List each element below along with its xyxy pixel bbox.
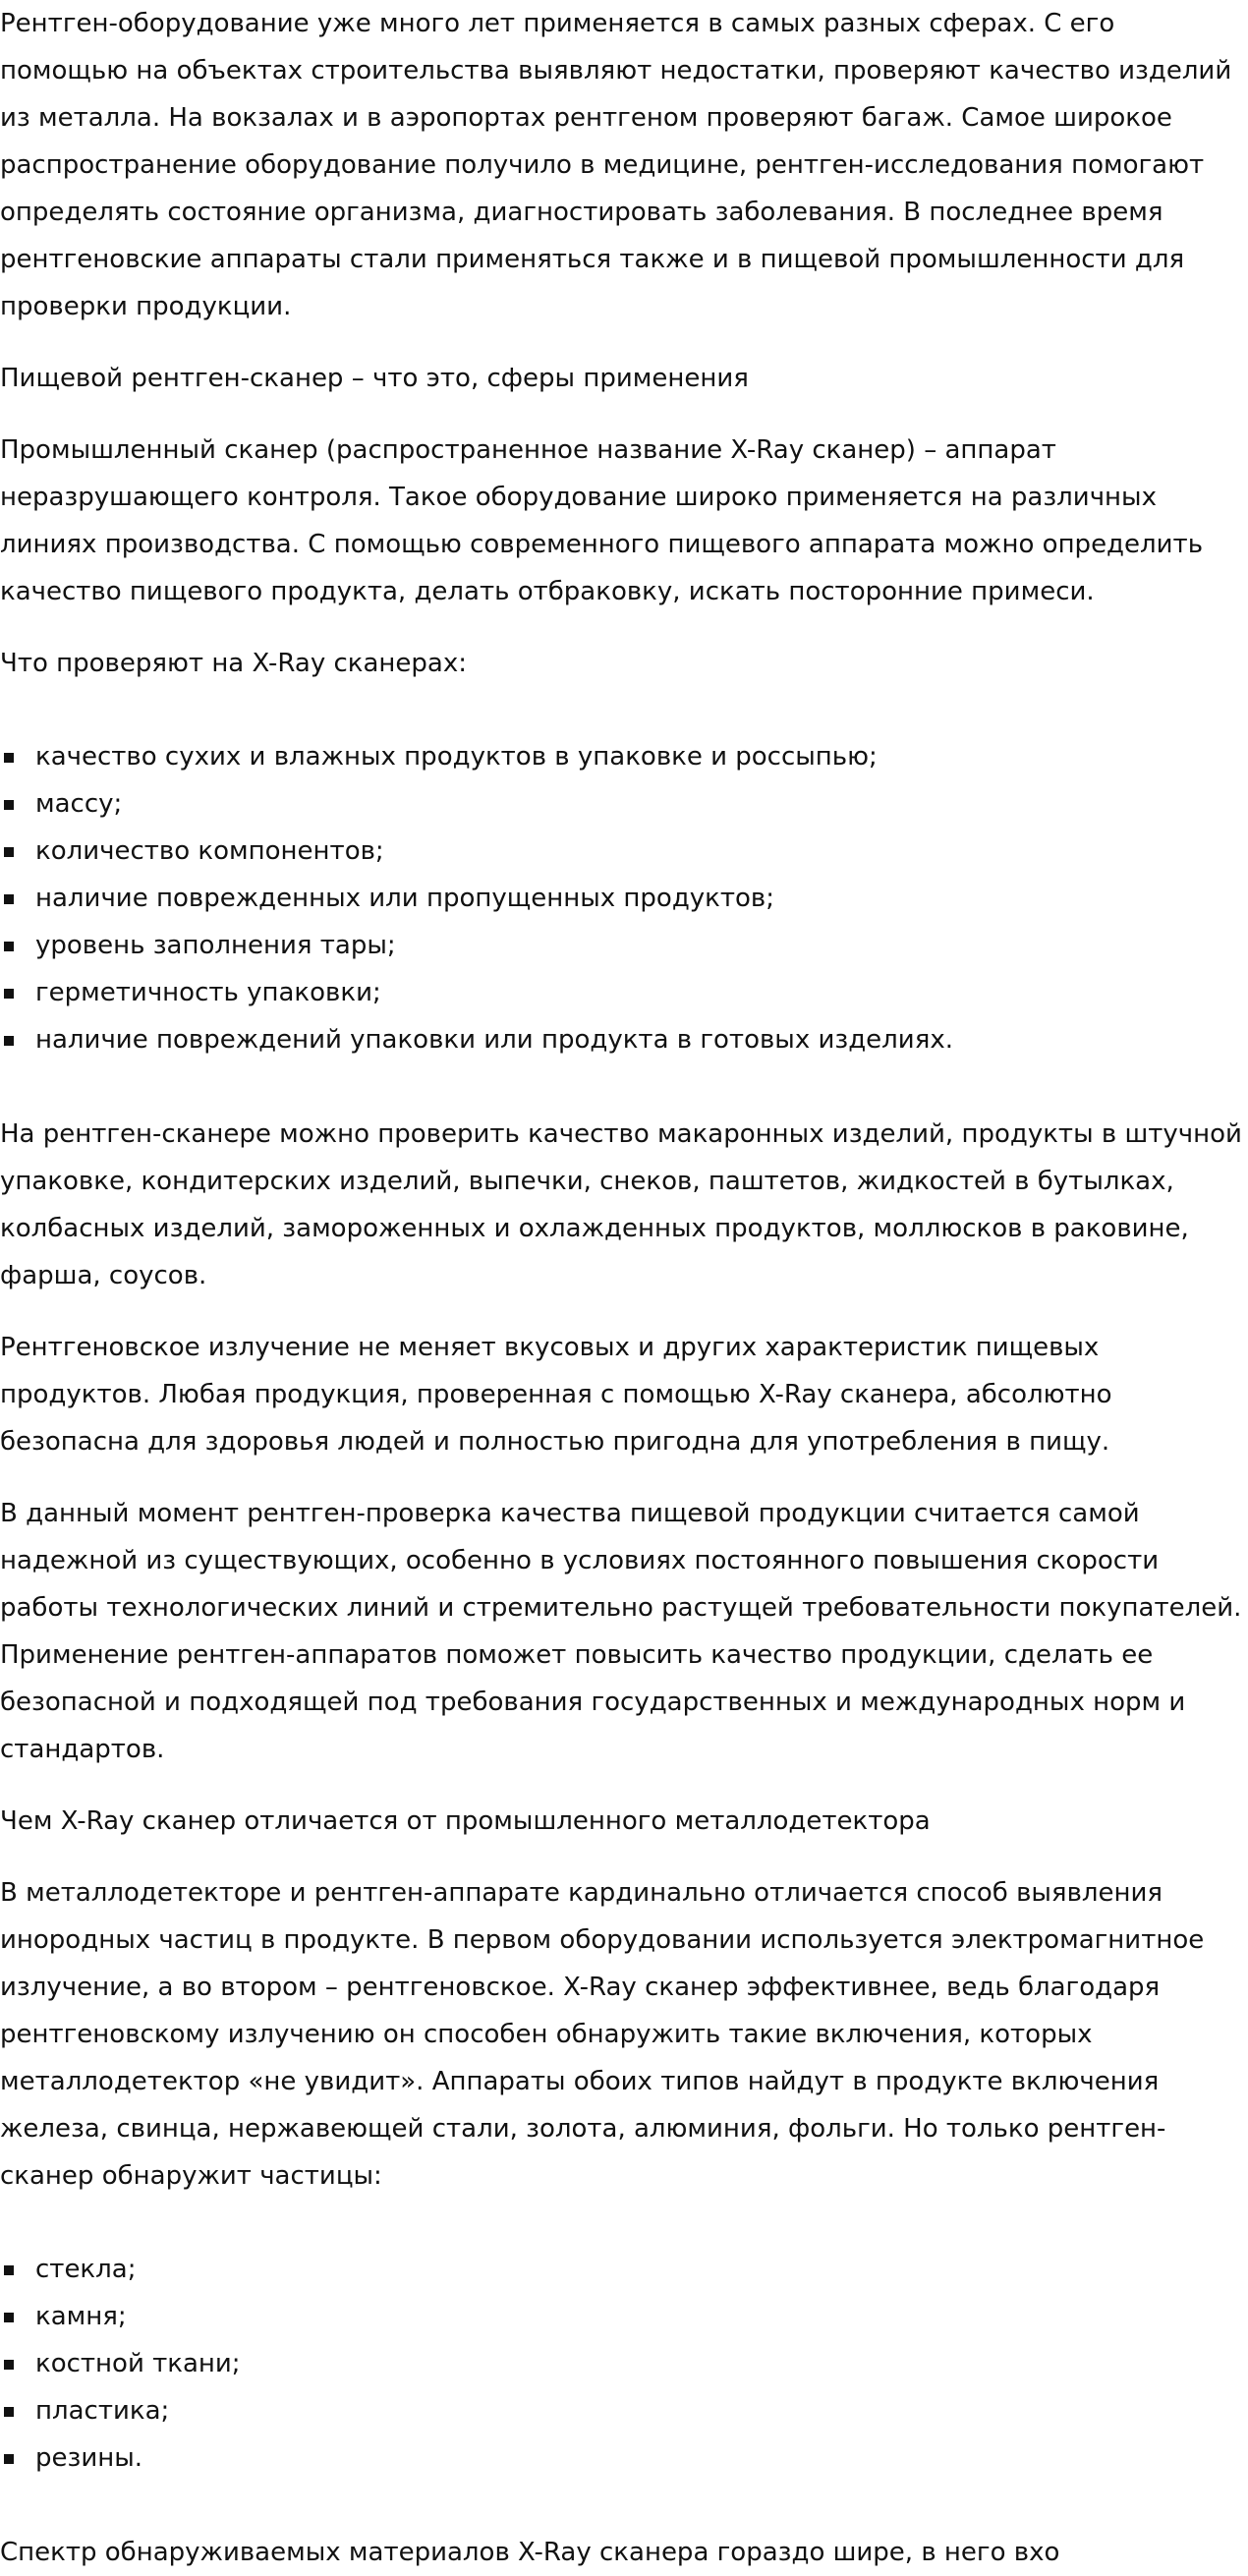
list-item: костной ткани; xyxy=(0,2340,1248,2387)
list-item: наличие поврежденных или пропущенных продуктов; xyxy=(0,875,1248,922)
checks-list xyxy=(0,712,1248,1111)
list-item: количество компонентов; xyxy=(0,828,1248,875)
list-item: пластика; xyxy=(0,2387,1248,2434)
products-paragraph: На рентген-сканере можно проверить качество макаронных изделий, продукты в штучной упаковке, кондитерских изделий, выпечки, снеков, паштетов, жидкостей в бутылках, колбасных изделий, замороженных и охлажденных продуктов, моллюсков в раковине, фарша, соусов. xyxy=(0,1119,1242,1290)
particles-list xyxy=(0,2224,1248,2529)
list-item: наличие повреждений упаковки или продукта в готовых изделиях. xyxy=(0,1016,1248,1063)
list-item: резины. xyxy=(0,2434,1248,2482)
list-item: качество сухих и влажных продуктов в упаковке и россыпью; xyxy=(0,733,1248,780)
intro-paragraph: Рентген-оборудование уже много лет применяется в самых разных сферах. С его помощью на объектах строительства выявляют недостатки, проверяют качество изделий из металла. На вокзалах и в аэропортах рентгеном проверяют багаж. Самое широкое распространение оборудование получило в медицине, рентген-исследования помогают определять состояние организма, диагностировать заболевания. В последнее время рентгеновские аппараты стали применяться также и в пищевой промышленности для проверки продукции. xyxy=(0,9,1232,321)
difference-paragraph: В металлодетекторе и рентген-аппарате кардинально отличается способ выявления инородных частиц в продукте. В первом оборудовании используется электромагнитное излучение, а во втором – рентгеновское. X-Ray сканер эффективнее, ведь благодаря рентгеновскому излучению он способен обнаружить такие включения, которых металлодетектор «не увидит». Аппараты обоих типов найдут в продукте включения железа, свинца, нержавеющей стали, золота, алюминия, фольги. Но только рентген-сканер обнаружит частицы: xyxy=(0,1878,1205,2191)
reliability-paragraph: В данный момент рентген-проверка качества пищевой продукции считается самой надежной из существующих, особенно в условиях постоянного повышения скорости работы технологических линий и стремительно растущей требовательности покупателей. Применение рентген-аппаратов поможет повысить качество продукции, сделать ее безопасной и подходящей под требования государственных и международных норм и стандартов. xyxy=(0,1499,1242,1764)
section-heading-scanner: Пищевой рентген-сканер – что это, сферы применения xyxy=(0,364,749,393)
safety-paragraph: Рентгеновское излучение не меняет вкусовых и других характеристик пищевых продуктов. Любая продукция, проверенная с помощью X-Ray сканера, абсолютно безопасна для здоровья людей и полностью пригодна для употребления в пищу. xyxy=(0,1333,1112,1457)
section-heading-difference: Чем X-Ray сканер отличается от промышленного металлодетектора xyxy=(0,1806,931,1836)
checks-intro-paragraph: Что проверяют на X-Ray сканерах: xyxy=(0,649,467,678)
list-item: уровень заполнения тары; xyxy=(0,922,1248,969)
list-item: герметичность упаковки; xyxy=(0,969,1248,1016)
scanner-paragraph: Промышленный сканер (распространенное название X-Ray сканер) – аппарат неразрушающего контроля. Такое оборудование широко применяется на различных линиях производства. С помощью современного пищевого аппарата можно определить качество пищевого продукта, делать отбраковку, искать посторонние примеси. xyxy=(0,435,1204,606)
list-item: массу; xyxy=(0,780,1248,828)
trailing-paragraph: Спектр обнаруживаемых материалов X-Ray сканера гораздо шире, в него вхо xyxy=(0,2538,1060,2567)
list-item: стекла; xyxy=(0,2246,1248,2293)
list-item: камня; xyxy=(0,2293,1248,2340)
